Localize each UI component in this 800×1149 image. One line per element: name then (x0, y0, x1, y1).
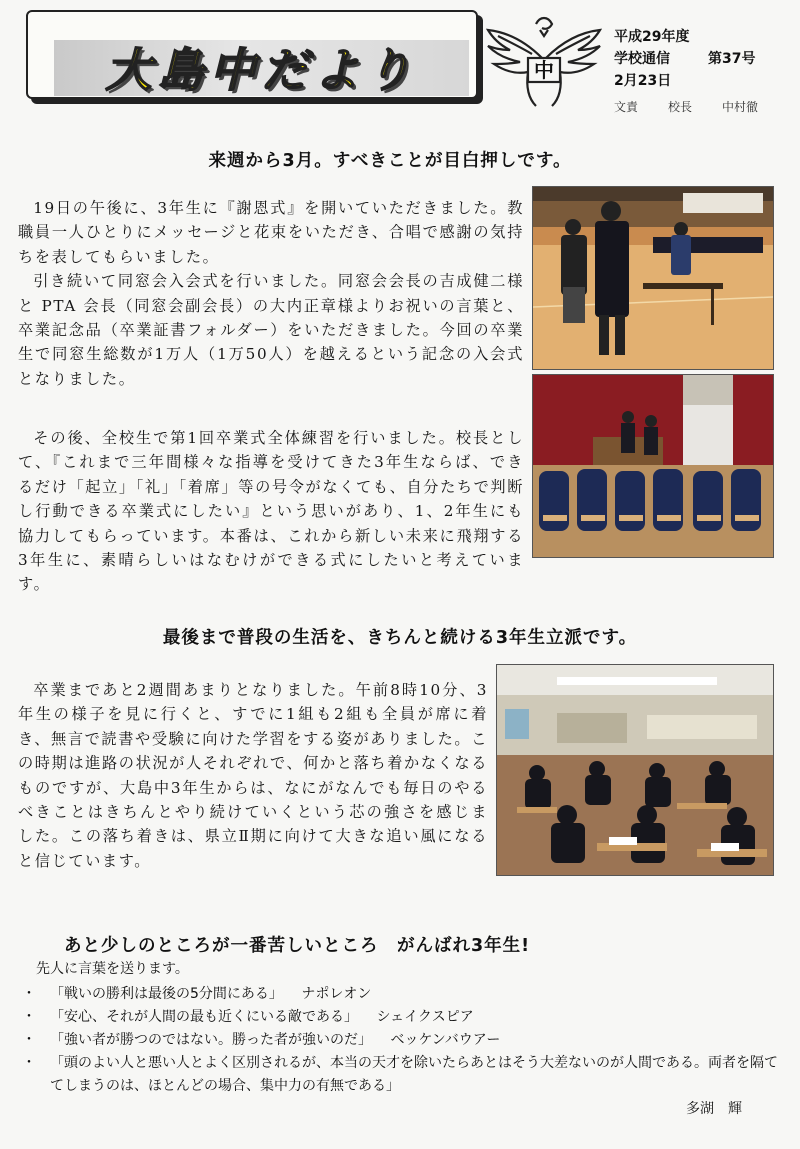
quote-item (22, 1029, 782, 1052)
quote-bullet: ・ (22, 986, 36, 1002)
quotes-intro: 先人に言葉を送ります。 (36, 961, 189, 977)
quote-bullet: ・ (22, 1032, 36, 1048)
photo-classroom-study (496, 664, 774, 876)
school-emblem-icon (484, 10, 604, 110)
section-3-heading: あと少しのところが一番苦しいところ がんばれ3年生! (64, 936, 531, 956)
photo-ceremony-gym (532, 186, 774, 370)
quote-bullet: ・ (22, 1009, 36, 1025)
quote-author: 多湖 輝 (686, 1101, 742, 1117)
section-2-body (18, 678, 488, 873)
quote-list (22, 983, 782, 1121)
masthead-banner (54, 40, 469, 96)
section-1-body-continued (18, 426, 524, 597)
section-1-body (18, 196, 524, 391)
section-1-heading: 来週から3月。すべきことが目白押しです。 (208, 151, 572, 171)
section-1-paragraph: 引き続いて同窓会入会式を行いました。同窓会会長の吉成健二様と PTA 会長（同窓会副会長）の大内正章様よりお祝いの言葉と、卒業記念品（卒業証書フォルダー）をいただきました。今回の卒業生で同窓生総数が1万人（1万50人）を越えるという記念の入会式となりました。 (18, 272, 524, 388)
issue-type: 学校通信 (614, 51, 670, 67)
masthead-frame (26, 10, 478, 99)
issue-number: 第37号 (708, 51, 756, 67)
quote-author: ナポレオン (301, 986, 372, 1002)
quote-author: シェイクスピア (376, 1009, 474, 1025)
issue-year: 平成29年度 (614, 29, 690, 45)
quote-item (22, 1052, 782, 1121)
quote-text: 「戦いの勝利は最後の5分間にある」 (50, 986, 283, 1002)
author-role: 校長 (668, 100, 693, 114)
emblem-char: 中 (534, 58, 554, 82)
quote-author: ベッケンバウアー (390, 1032, 501, 1048)
author-name: 中村徹 (722, 100, 759, 114)
newsletter-title: 大島中だより (105, 43, 418, 97)
quote-text: 「安心、それが人間の最も近くにいる敵である」 (50, 1009, 358, 1025)
section-1-paragraph: 19日の午後に、3年生に『謝恩式』を開いていただきました。教職員一人ひとりにメッセージと花束をいただき、合唱で感謝の気持ちを表してもらいました。 (18, 199, 524, 266)
section-2-paragraph: 卒業まであと2週間あまりとなりました。午前8時10分、3年生の様子を見に行くと、すでに1組も2組も全員が席に着き、無言で読書や受験に向けた学習をする姿がありました。この時期は進路の状況が人それぞれで、何かと落ち着かなくなるものですが、大島中3年生からは、なにがなんでも毎日のやるべきことはきちんとやり続けていくという芯の強さを感じました。この落ち着きは、県立Ⅱ期に向けて大きな追い風になると信じています。 (18, 681, 488, 870)
quote-bullet: ・ (22, 1055, 36, 1071)
quote-text: 「頭のよい人と悪い人とよく区別されるが、本当の天才を除いたらあとはそう大差ないのが人間である。両者を隔ててしまうのは、ほとんどの場合、集中力の有無である」 (50, 1055, 778, 1094)
quote-item (22, 983, 782, 1006)
quote-text: 「強い者が勝つのではない。勝った者が強いのだ」 (50, 1032, 372, 1048)
section-1-paragraph: その後、全校生で第1回卒業式全体練習を行いました。校長として、『これまで三年間様々な指導を受けてきた3年生ならば、できるだけ「起立」「礼」「着席」等の号令がなくても、自分たちで判断し行動できる卒業式にしたい』という思いがあり、1、2年生にも協力してもらっています。本番は、これから新しい未来に飛翔する3年生に、素晴らしいはなむけができる式にしたいと考えています。 (18, 429, 525, 594)
issue-date: 2月23日 (614, 73, 672, 89)
section-2-heading: 最後まで普段の生活を、きちんと続ける3年生立派です。 (162, 628, 638, 648)
quote-item (22, 1006, 782, 1029)
photo-seated-students (532, 374, 774, 558)
author-label: 文責 (614, 100, 639, 114)
